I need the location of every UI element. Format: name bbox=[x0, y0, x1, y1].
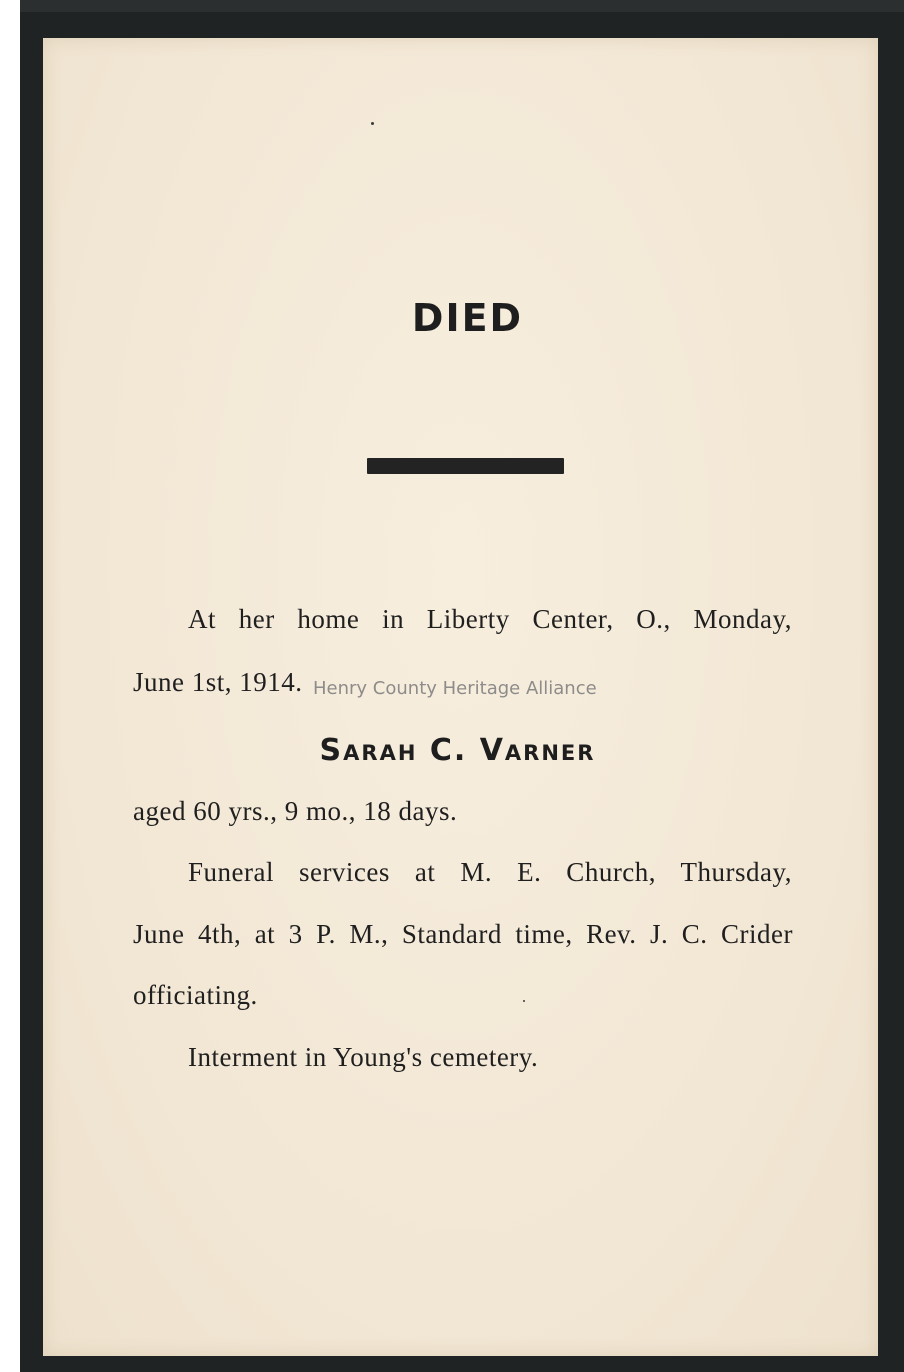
funeral-line-3: officiating. bbox=[133, 980, 258, 1010]
paper-speck bbox=[523, 1000, 525, 1002]
notice-line-2: June 1st, 1914. bbox=[133, 667, 303, 697]
interment-line: Interment in Young's cemetery. bbox=[188, 1042, 539, 1072]
funeral-line-2: June 4th, at 3 P. M., Standard time, Rev. J. C. Crider bbox=[133, 919, 793, 949]
notice-line-1: At her home in Liberty Center, O., Monday, bbox=[188, 604, 792, 634]
paper-speck bbox=[371, 122, 374, 125]
age-line: aged 60 yrs., 9 mo., 18 days. bbox=[133, 796, 458, 826]
notice-heading: DIED bbox=[411, 296, 524, 340]
funeral-line-1: Funeral services at M. E. Church, Thursday, bbox=[188, 857, 792, 887]
mourning-rule-bar bbox=[367, 458, 564, 474]
deceased-name: Sarah C. Varner bbox=[319, 733, 596, 768]
frame-top-edge bbox=[20, 0, 904, 12]
watermark-text: Henry County Heritage Alliance bbox=[313, 678, 597, 699]
